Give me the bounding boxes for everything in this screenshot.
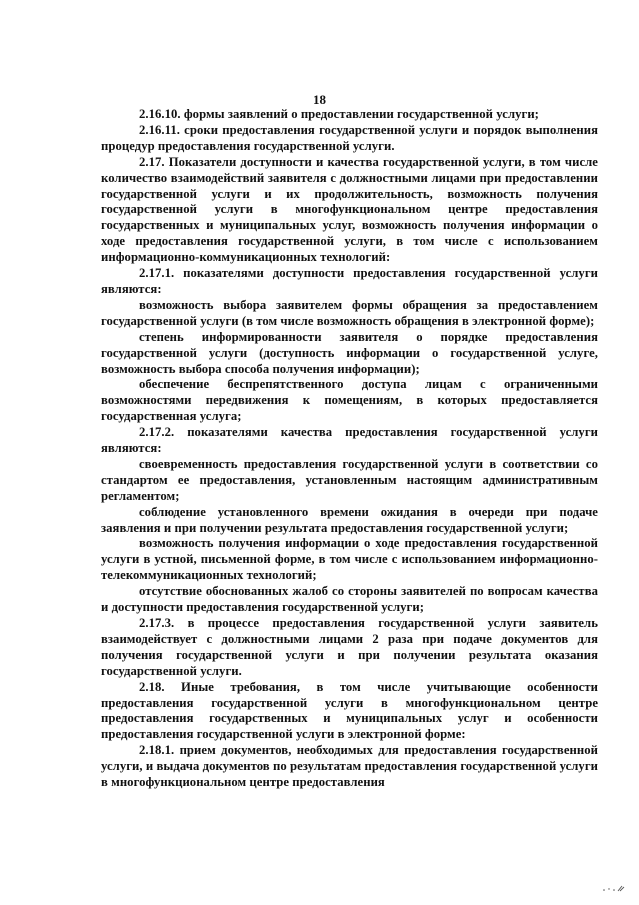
paragraph-2-18-1: 2.18.1. прием документов, необходимых для предоставления государственной услуги, и выдача документов по результатам предоставления государственной услуги в многофункциональном центре предоставления xyxy=(101,743,598,790)
paragraph-quality-no-complaints: отсутствие обоснованных жалоб со стороны заявителей по вопросам качества и доступности предоставления государственной услуги; xyxy=(101,584,598,615)
paragraph-quality-timeliness: своевременность предоставления государственной услуги в соответствии со стандартом ее предоставления, установленным настоящим административным регламентом; xyxy=(101,456,598,503)
paragraph-accessibility-form-choice: возможность выбора заявителем формы обращения за предоставлением государственной услуги (в том числе возможность обращения в электронной форме); xyxy=(101,297,598,328)
paragraph-accessibility-information: степень информированности заявителя о порядке предоставления государственной услуги (доступность информации о государственной услуге, возможность выбора способа получения информации); xyxy=(101,329,598,376)
paragraph-accessibility-premises: обеспечение беспрепятственного доступа лицам с ограниченными возможностями передвижения к помещениям, в которых предоставляется государственная услуга; xyxy=(101,377,598,424)
paragraph-2-17-2: 2.17.2. показателями качества предоставления государственной услуги являются: xyxy=(101,425,598,456)
paragraph-2-17-1: 2.17.1. показателями доступности предоставления государственной услуги являются: xyxy=(101,266,598,296)
page-number: 18 xyxy=(313,92,326,107)
document-body xyxy=(101,107,598,791)
paragraph-quality-waiting-time: соблюдение установленного времени ожидания в очереди при подаче заявления и при получении результата предоставления государственной услуги; xyxy=(101,504,598,535)
paragraph-2-16-10: 2.16.10. формы заявлений о предоставлении государственной услуги; xyxy=(139,107,539,121)
paragraph-2-18: 2.18. Иные требования, в том числе учитывающие особенности предоставления государственной услуги в многофункциональном центре предоставления государственных и муниципальных услуг и особенности предоставления государственной услуги в электронной форме: xyxy=(101,679,598,742)
paragraph-2-17: 2.17. Показатели доступности и качества государственной услуги, в том числе количество взаимодействий заявителя с должностными лицами при предоставлении государственной услуги и их продолжительность, возможность получения государственной услуги в многофункциональном центре предоставления государственных и муниципальных услуг, возможность получения информации о ходе предоставления государственной услуги, в том числе с использованием информационно-коммуникационных технологий: xyxy=(101,154,598,265)
paragraph-2-17-3: 2.17.3. в процессе предоставления государственной услуги заявитель взаимодействует с должностными лицами 2 раза при подаче документов для получения государственной услуги и при получении результата оказания государственной услуги. xyxy=(101,616,598,678)
scan-artifact-icon xyxy=(601,883,627,893)
paragraph-quality-progress-info: возможность получения информации о ходе предоставления государственной услуги в устной, письменной форме, в том числе с использованием информационно-телекоммуникационных технологий; xyxy=(101,536,598,583)
paragraph-2-16-11: 2.16.11. сроки предоставления государственной услуги и порядок выполнения процедур предоставления государственной услуги. xyxy=(101,122,598,153)
